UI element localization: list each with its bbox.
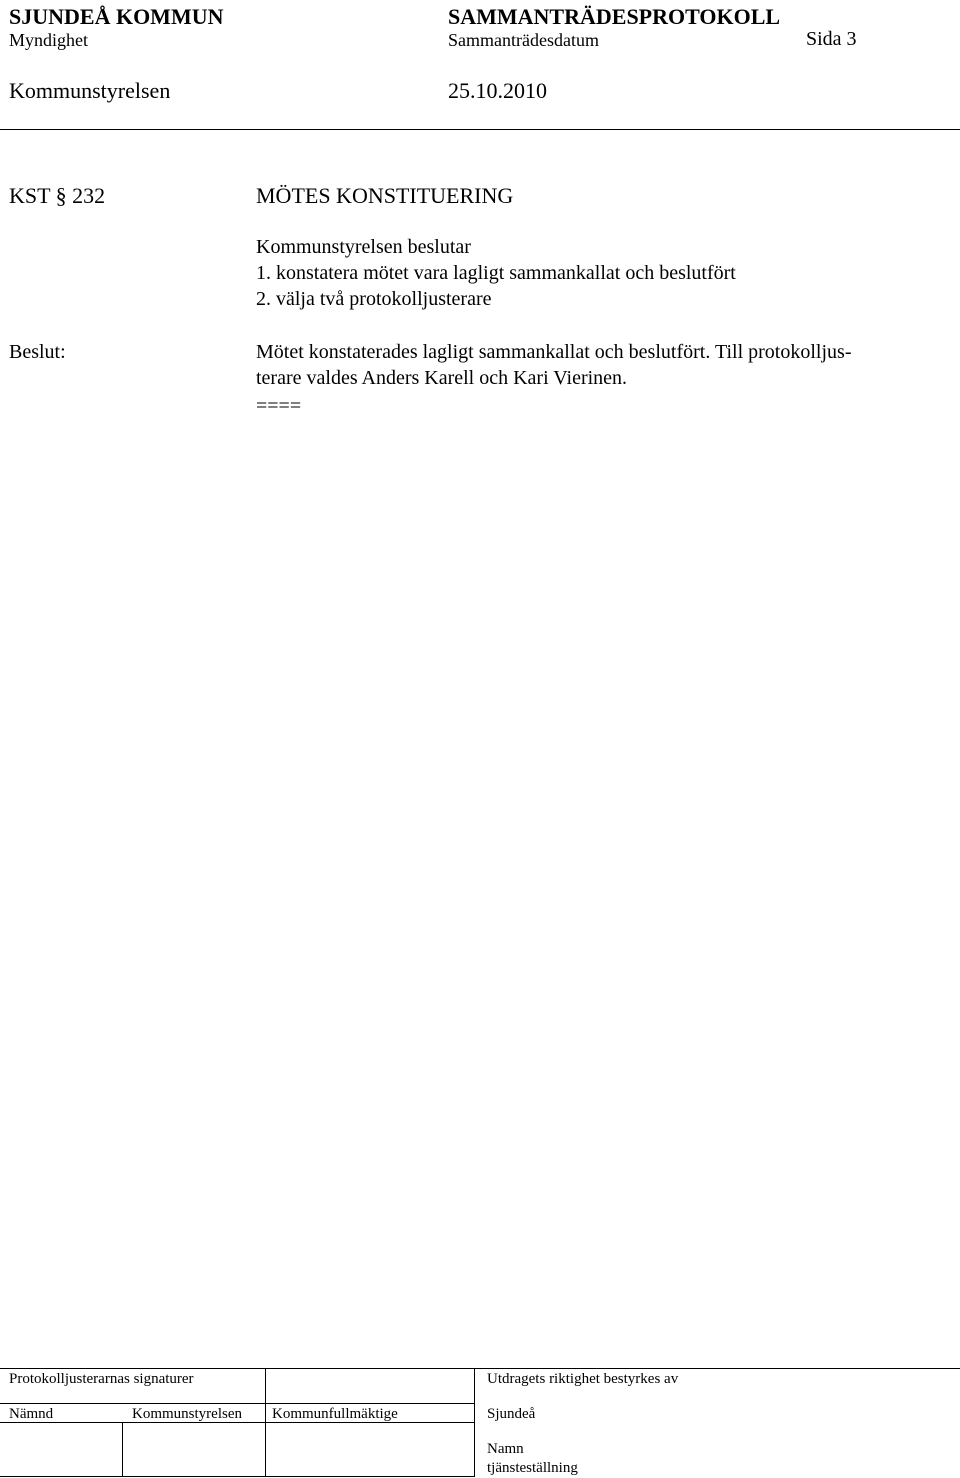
footer-column-divider-right [474, 1368, 475, 1477]
page-number: Sida 3 [806, 28, 857, 50]
proposal-point-2: 2. välja två protokolljusterare [256, 288, 492, 310]
decision-text-line-1: Mötet konstaterades lagligt sammankallat och beslutfört. Till protokolljus- [256, 341, 852, 363]
header-divider [0, 129, 960, 130]
document-type: SAMMANTRÄDESPROTOKOLL [448, 4, 781, 29]
decision-text-line-2: terare valdes Anders Karell och Kari Vierinen. [256, 367, 628, 389]
item-title: MÖTES KONSTITUERING [256, 183, 514, 208]
footer-column-divider [265, 1368, 266, 1477]
authority-label: Myndighet [9, 30, 88, 50]
meeting-date-label: Sammanträdesdatum [448, 30, 599, 50]
item-code: KST § 232 [9, 183, 106, 208]
position-label: tjänsteställning [487, 1460, 578, 1476]
body-kommunstyrelsen: Kommunstyrelsen [132, 1406, 242, 1422]
certified-label: Utdragets riktighet bestyrkes av [487, 1371, 679, 1387]
meeting-date: 25.10.2010 [448, 78, 547, 103]
proposal-point-1: 1. konstatera mötet vara lagligt sammankallat och beslutfört [256, 262, 736, 284]
body-label: Nämnd [9, 1406, 54, 1422]
decision-label: Beslut: [9, 341, 66, 363]
proposal-intro: Kommunstyrelsen beslutar [256, 236, 471, 258]
certification-place: Sjundeå [487, 1406, 536, 1422]
body-kommunfullmaktige: Kommunfullmäktige [272, 1406, 398, 1422]
signature-box-divider [122, 1422, 123, 1477]
footer-divider [0, 1368, 960, 1369]
footer-row-divider-left [0, 1403, 474, 1404]
name-label: Namn [487, 1441, 524, 1457]
authority-name: Kommunstyrelsen [9, 78, 171, 103]
footer-bottom-line [0, 1476, 474, 1477]
org-name: SJUNDEÅ KOMMUN [9, 4, 224, 29]
end-mark: ==== [256, 395, 302, 417]
signatures-label: Protokolljusterarnas signaturer [9, 1371, 194, 1387]
